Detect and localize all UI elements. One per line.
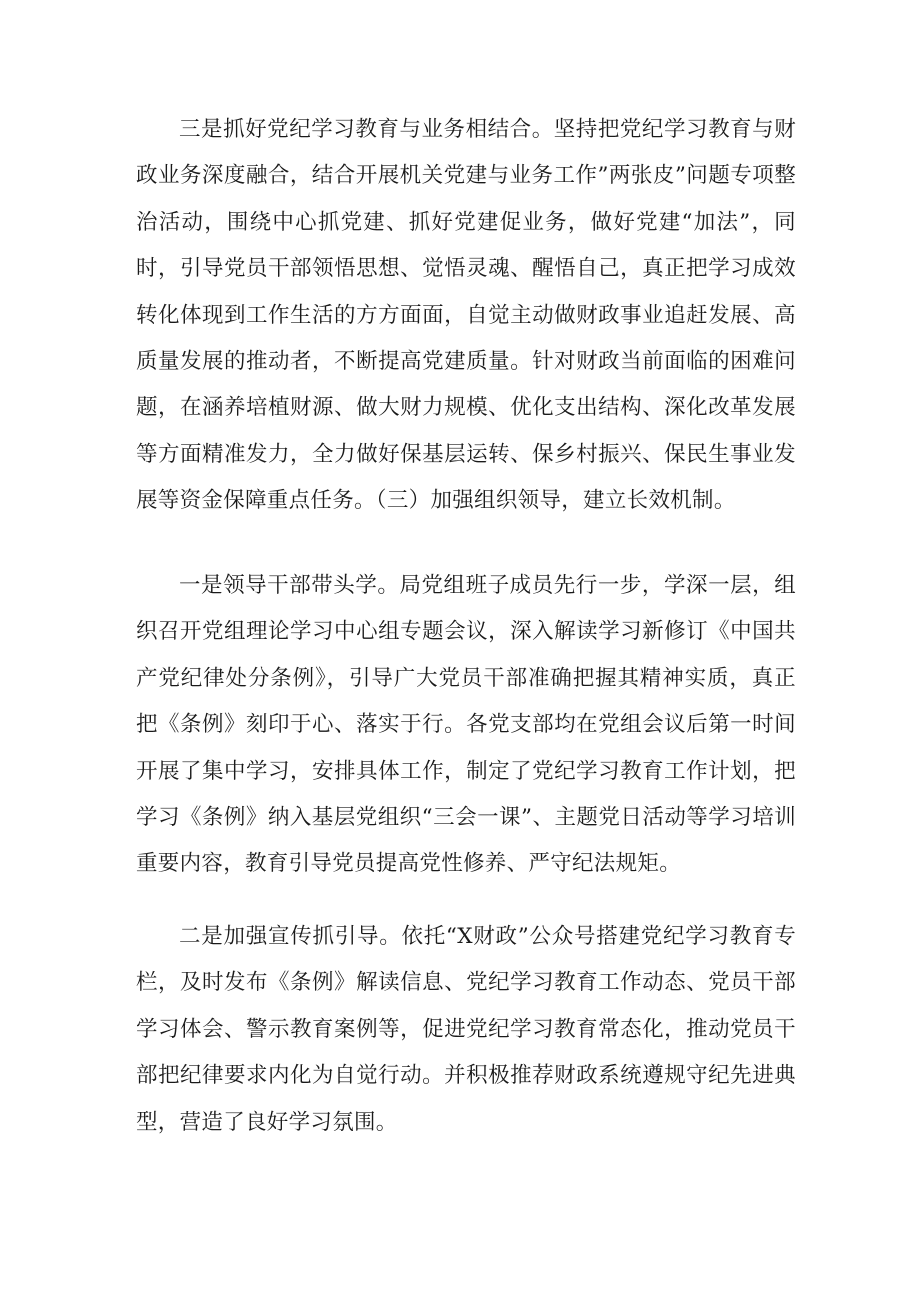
paragraph-leaders-take-lead: 一是领导干部带头学。局党组班子成员先行一步，学深一层，组织召开党组理论学习中心组专题会议，深入解读学习新修订《中国共产党纪律处分条例》，引导广大党员干部准确把握其精神实质，真正把《条例》刻印于心、落实于行。各党支部均在党组会议后第一时间开展了集中学习，安排具体工作，制定了党纪学习教育工作计划，把学习《条例》纳入基层党组织“三会一课”、主题党日活动等学习培训重要内容，教育引导党员提高党性修养、严守纪法规矩。 [136,573,796,877]
paragraph-publicity-guidance: 二是加强宣传抓引导。依托“X财政”公众号搭建党纪学习教育专栏，及时发布《条例》解读信息、党纪学习教育工作动态、党员干部学习体会、警示教育案例等，促进党纪学习教育常态化，推动党员干部把纪律要求内化为自觉行动。并积极推荐财政系统遵规守纪先进典型，营造了良好学习氛围。 [136,924,796,1135]
paragraph-integrate-with-business: 三是抓好党纪学习教育与业务相结合。坚持把党纪学习教育与财政业务深度融合，结合开展机关党建与业务工作”两张皮”问题专项整治活动，围绕中心抓党建、抓好党建促业务，做好党建“加法”，同时，引导党员干部领悟思想、觉悟灵魂、醒悟自己，真正把学习成效转化体现到工作生活的方方面面，自觉主动做财政事业追赶发展、高质量发展的推动者，不断提高党建质量。针对财政当前面临的困难问题，在涵养培植财源、做大财力规模、优化支出结构、深化改革发展等方面精准发力，全力做好保基层运转、保乡村振兴、保民生事业发展等资金保障重点任务。（三）加强组织领导，建立长效机制。 [136,117,796,514]
